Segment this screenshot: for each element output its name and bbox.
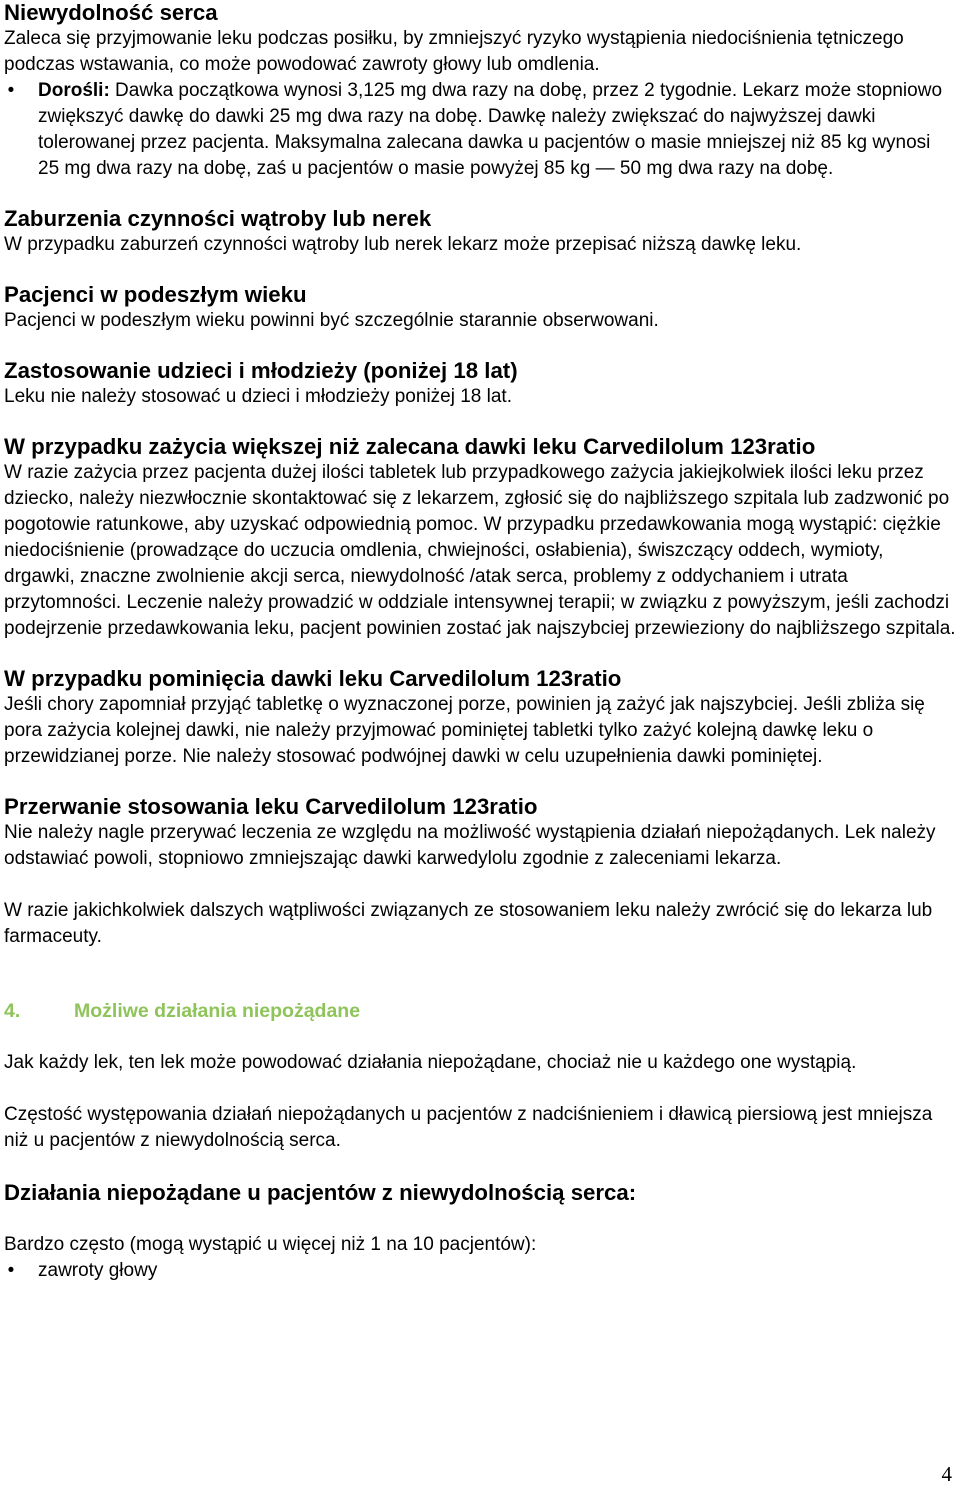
overdose-text: W razie zażycia przez pacjenta dużej ilości tabletek lub przypadkowego zażycia jakiejkolwiek ilości leku przez dziecko, należy niezwłocznie skontaktować się z lekarzem, zgłosić się do najbliższego szpitala lub zadzwonić po pogotowie ratunkowe, aby uzyskać odpowiednią pomoc. W przypadku przedawkowania mogą wystąpić: ciężkie niedociśnienie (prowadzące do uczucia omdlenia, chwiejności, osłabienia), świszczący oddech, wymioty, drgawki, znaczne zwolnienie akcji serca, niewydolność /atak serca, problemy z oddychaniem i utrata przytomności. Leczenie należy prowadzić w oddziale intensywnej terapii; w związku z powyższym, jeśli zachodzi podejrzenie przedawkowania leku, pacjent powinien zostać jak najszybciej przewieziony do najbliższego szpitala. <box>4 462 956 639</box>
stopping-text: Nie należy nagle przerywać leczenia ze względu na możliwość wystąpienia działań niepożądanych. Lek należy odstawiać powoli, stopniowo zmniejszając dawki karwedylolu zgodnie z zaleceniami lekarza. <box>4 822 936 869</box>
children-text: Leku nie należy stosować u dzieci i młodzieży poniżej 18 lat. <box>4 386 512 407</box>
side-effect-item <box>4 1258 956 1284</box>
very-common-label: Bardzo często (mogą wystąpić u więcej niż 1 na 10 pacjentów): <box>4 1234 537 1255</box>
side-effects-frequency-note: Częstość występowania działań niepożądanych u pacjentów z nadciśnieniem i dławicą piersiową jest mniejsza niż u pacjentów z niewydolnością serca. <box>4 1104 933 1151</box>
side-effects-intro: Jak każdy lek, ten lek może powodować działania niepożądane, chociaż nie u każdego one wystąpią. <box>4 1052 857 1073</box>
document-page <box>4 0 956 1284</box>
side-effect-item-text: zawroty głowy <box>38 1260 158 1281</box>
missed-dose-text: Jeśli chory zapomniał przyjąć tabletkę o wyznaczonej porze, powinien ją zażyć jak najszybciej. Jeśli zbliża się pora zażycia kolejnej dawki, nie należy przyjmować pominiętej tabletki tylko zażyć kolejną dawkę leku o przewidzianej porze. Nie należy stosować podwójnej dawki w celu uzupełnienia dawki pominiętej. <box>4 694 925 767</box>
elderly-text: Pacjenci w podeszłym wieku powinni być szczególnie starannie obserwowani. <box>4 310 659 331</box>
section-heading-elderly: Pacjenci w podeszłym wieku <box>4 282 307 307</box>
bullet-icon: • <box>7 80 15 101</box>
section-heading-liver-kidney: Zaburzenia czynności wątroby lub nerek <box>4 206 432 231</box>
section-heading-overdose: W przypadku zażycia większej niż zalecana dawki leku Carvedilolum 123ratio <box>4 434 816 459</box>
section-heading-heart-failure: Niewydolność serca <box>4 0 218 25</box>
section-heading-children: Zastosowanie udzieci i młodzieży (poniżej 18 lat) <box>4 358 518 383</box>
further-questions-text: W razie jakichkolwiek dalszych wątpliwości związanych ze stosowaniem leku należy zwrócić się do lekarza lub farmaceuty. <box>4 900 933 947</box>
side-effects-heart-failure-heading: Działania niepożądane u pacjentów z niewydolnością serca: <box>4 1180 637 1205</box>
adults-dose-bullet <box>4 78 956 182</box>
section-heading-missed-dose: W przypadku pominięcia dawki leku Carvedilolum 123ratio <box>4 666 622 691</box>
adults-dose-text: Dawka początkowa wynosi 3,125 mg dwa razy na dobę, przez 2 tygodnie. Lekarz może stopniowo zwiększyć dawkę do dawki 25 mg dwa razy na dobę. Dawkę należy zwiększać do najwyższej dawki tolerowanej przez pacjenta. Maksymalna zalecana dawka u pacjentów o masie mniejszej niż 85 kg wynosi 25 mg dwa razy na dobę, zaś u pacjentów o masie powyżej 85 kg — 50 mg dwa razy na dobę. <box>38 80 943 179</box>
adults-label: Dorośli: <box>38 80 110 101</box>
bullet-icon: • <box>7 1260 15 1281</box>
section-4-heading <box>4 998 956 1024</box>
section-heading-stopping: Przerwanie stosowania leku Carvedilolum 123ratio <box>4 794 538 819</box>
section-4-title: Możliwe działania niepożądane <box>74 1000 361 1022</box>
page-number: 4 <box>941 1462 952 1486</box>
liver-kidney-text: W przypadku zaburzeń czynności wątroby lub nerek lekarz może przepisać niższą dawkę leku. <box>4 234 802 255</box>
heart-failure-intro: Zaleca się przyjmowanie leku podczas posiłku, by zmniejszyć ryzyko wystąpienia niedociśnienia tętniczego podczas wstawania, co może powodować zawroty głowy lub omdlenia. <box>4 28 904 75</box>
section-4-number: 4. <box>4 1000 21 1022</box>
